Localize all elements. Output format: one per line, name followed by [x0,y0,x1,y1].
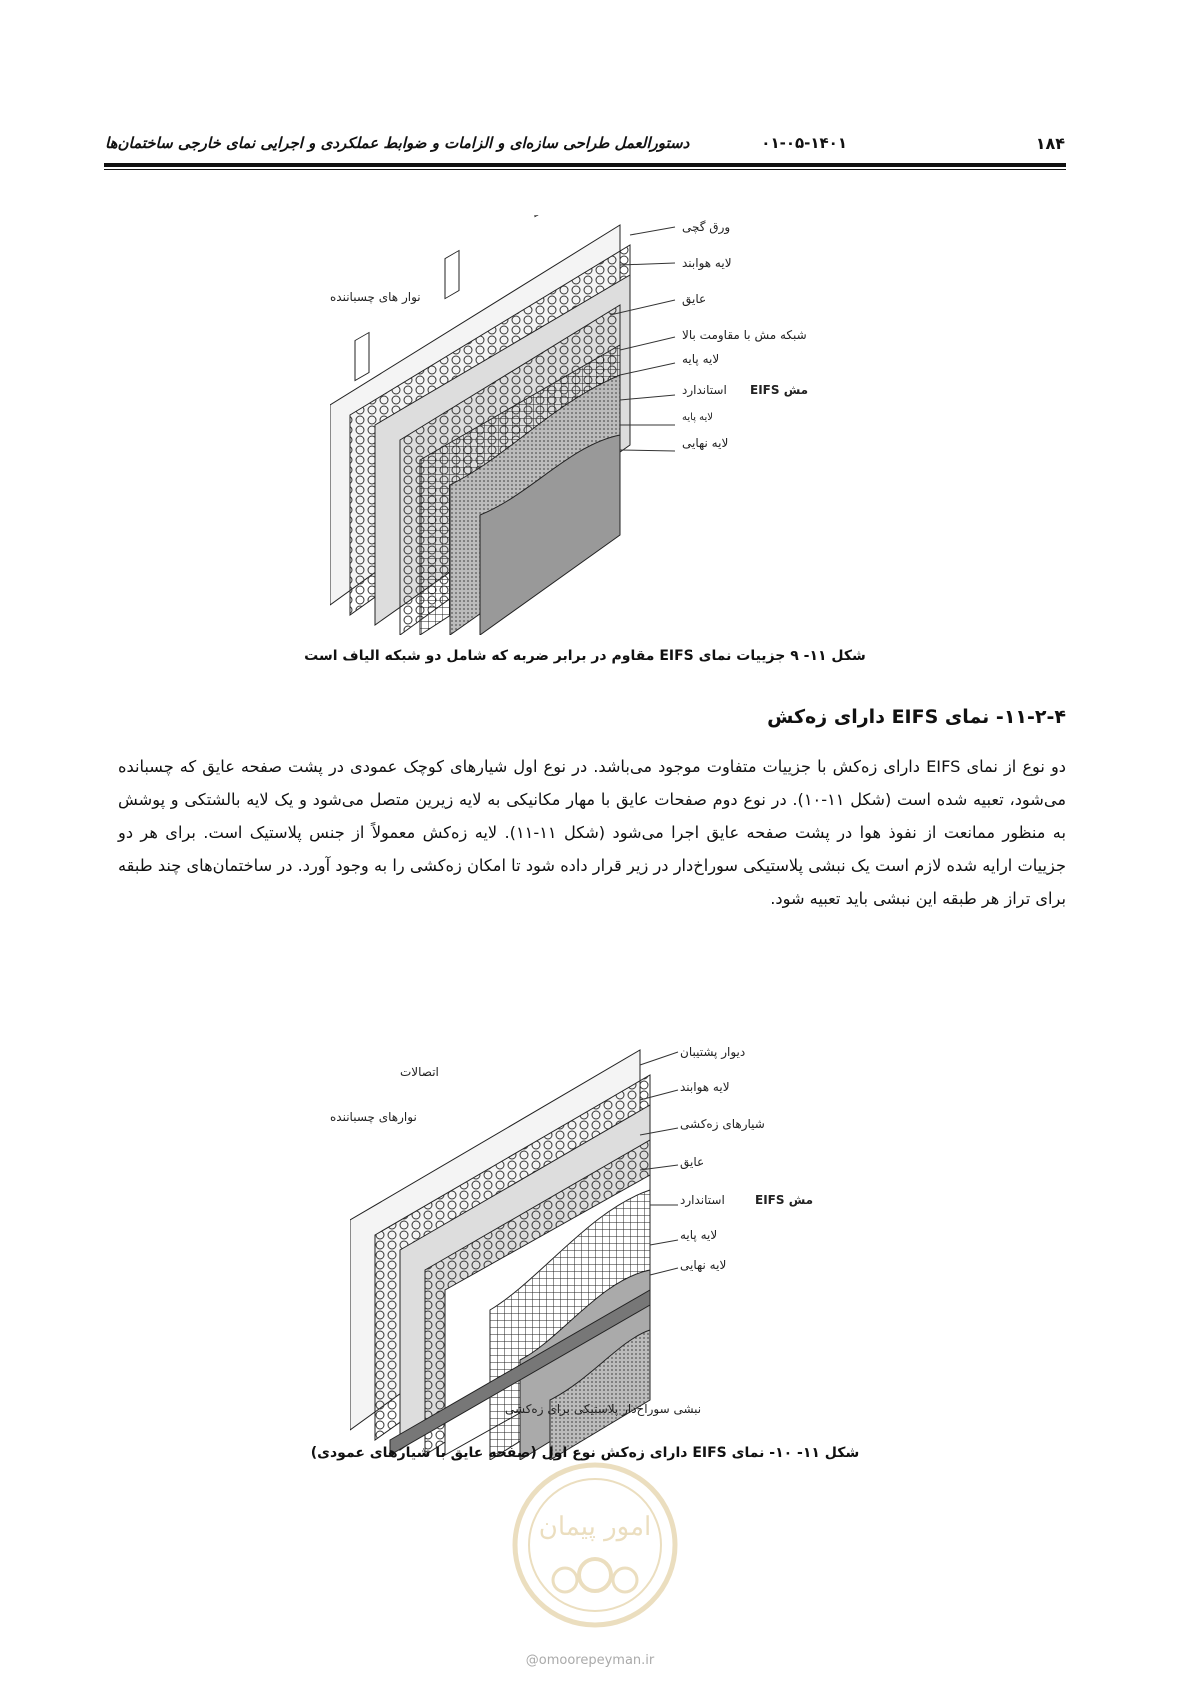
watermark-logo [510,1460,680,1630]
section-heading: ۱۱-۲-۴- نمای EIFS دارای زه‌کش [767,706,1066,728]
fig1-label-base1: لایه پایه [682,352,720,366]
fig2-label-adhesive: نوارهای چسباننده [330,1110,417,1124]
fig1-label-adhesive: نوار های چسباننده [330,290,421,304]
fig1-label-hi-mesh: شبکه مش با مقاومت بالا [682,328,807,342]
fig1-label-gypsum: ورق گچی [682,220,731,234]
fig2-label-finish: لایه نهایی [680,1258,727,1272]
page-number: ۱۸۴ [1035,134,1065,153]
fig2-label-backwall: دیوار پشتیبان [680,1045,746,1059]
fig2-label-grooves: شیارهای زه‌کشی [680,1117,765,1131]
fig2-label-std-mesh: استاندارد [680,1193,725,1207]
figure1-diagram [330,215,680,635]
fig2-label-base: لایه پایه [680,1228,718,1242]
page-header [105,128,1065,158]
fig2-label-insulation: عایق [680,1155,705,1169]
fig1-label-insulation: عایق [682,292,707,306]
figure2-diagram [350,1040,680,1460]
fig2-label-angle: نبشی سوراخ‌دار پلاستیکی برای زه‌کشی [505,1402,702,1416]
fig1-label-std-mesh: استاندارد [682,383,727,397]
section-paragraph: دو نوع از نمای EIFS دارای زه‌کش با جزییات متفاوت موجود می‌باشد. در نوع اول شیارهای کوچک عمودی در پشت صفحه عایق که چسبانده می‌شود، تعبیه شده است (شکل ۱۱-۱۰). در نوع دوم صفحات عایق با مهار مکانیکی به لایه زیرین متصل می‌شود و یک لایه بالشتکی و پوشش به منظور ممانعت از نفوذ هوا در پشت صفحه عایق اجرا می‌شود (شکل ۱۱-۱۱). لایه زه‌کش معمولاً از جنس پلاستیک است. برای هر دو جزییات ارایه شده لازم است یک نبشی پلاستیکی سوراخ‌دار در زیر قرار داده شود تا امکان زه‌کشی را به وجود آورد. در ساختمان‌های چند طبقه برای تراز هر طبقه این نبشی باید تعبیه شود. [118,757,1066,908]
fig2-label-airgap: لایه هوابند [680,1080,730,1094]
fig2-label-connections: اتصالات [400,1065,439,1079]
fig1-label-finish: لایه نهایی [682,436,729,450]
watermark-name: امور پیمان [538,1512,652,1542]
header-rule-thick [104,163,1066,167]
header-date: ۰۱-۰۵-۱۴۰۱ [761,134,847,152]
watermark-url: @omoorepeyman.ir [525,1653,655,1668]
fig1-label-base2: لایه پایه [682,412,714,423]
fig1-label-eifs-mesh: مش EIFS [750,383,809,397]
figure2-caption: شکل ۱۱- ۱۰- نمای EIFS دارای زه‌کش نوع اول (صفحه عایق با شیارهای عمودی) [310,1445,860,1461]
fig2-label-eifs-mesh: مش EIFS [755,1193,814,1207]
fig1-label-airgap: لایه هوابند [682,256,732,270]
header-rule-thin [104,169,1066,170]
header-title: دستورالعمل طراحی سازه‌ای و الزامات و ضوابط عملکردی و اجرایی نمای خارجی ساختمان‌ها [105,134,690,152]
figure1-caption: شکل ۱۱- ۹ جزییات نمای EIFS مقاوم در برابر ضربه که شامل دو شبکه الیاف است [304,648,866,664]
